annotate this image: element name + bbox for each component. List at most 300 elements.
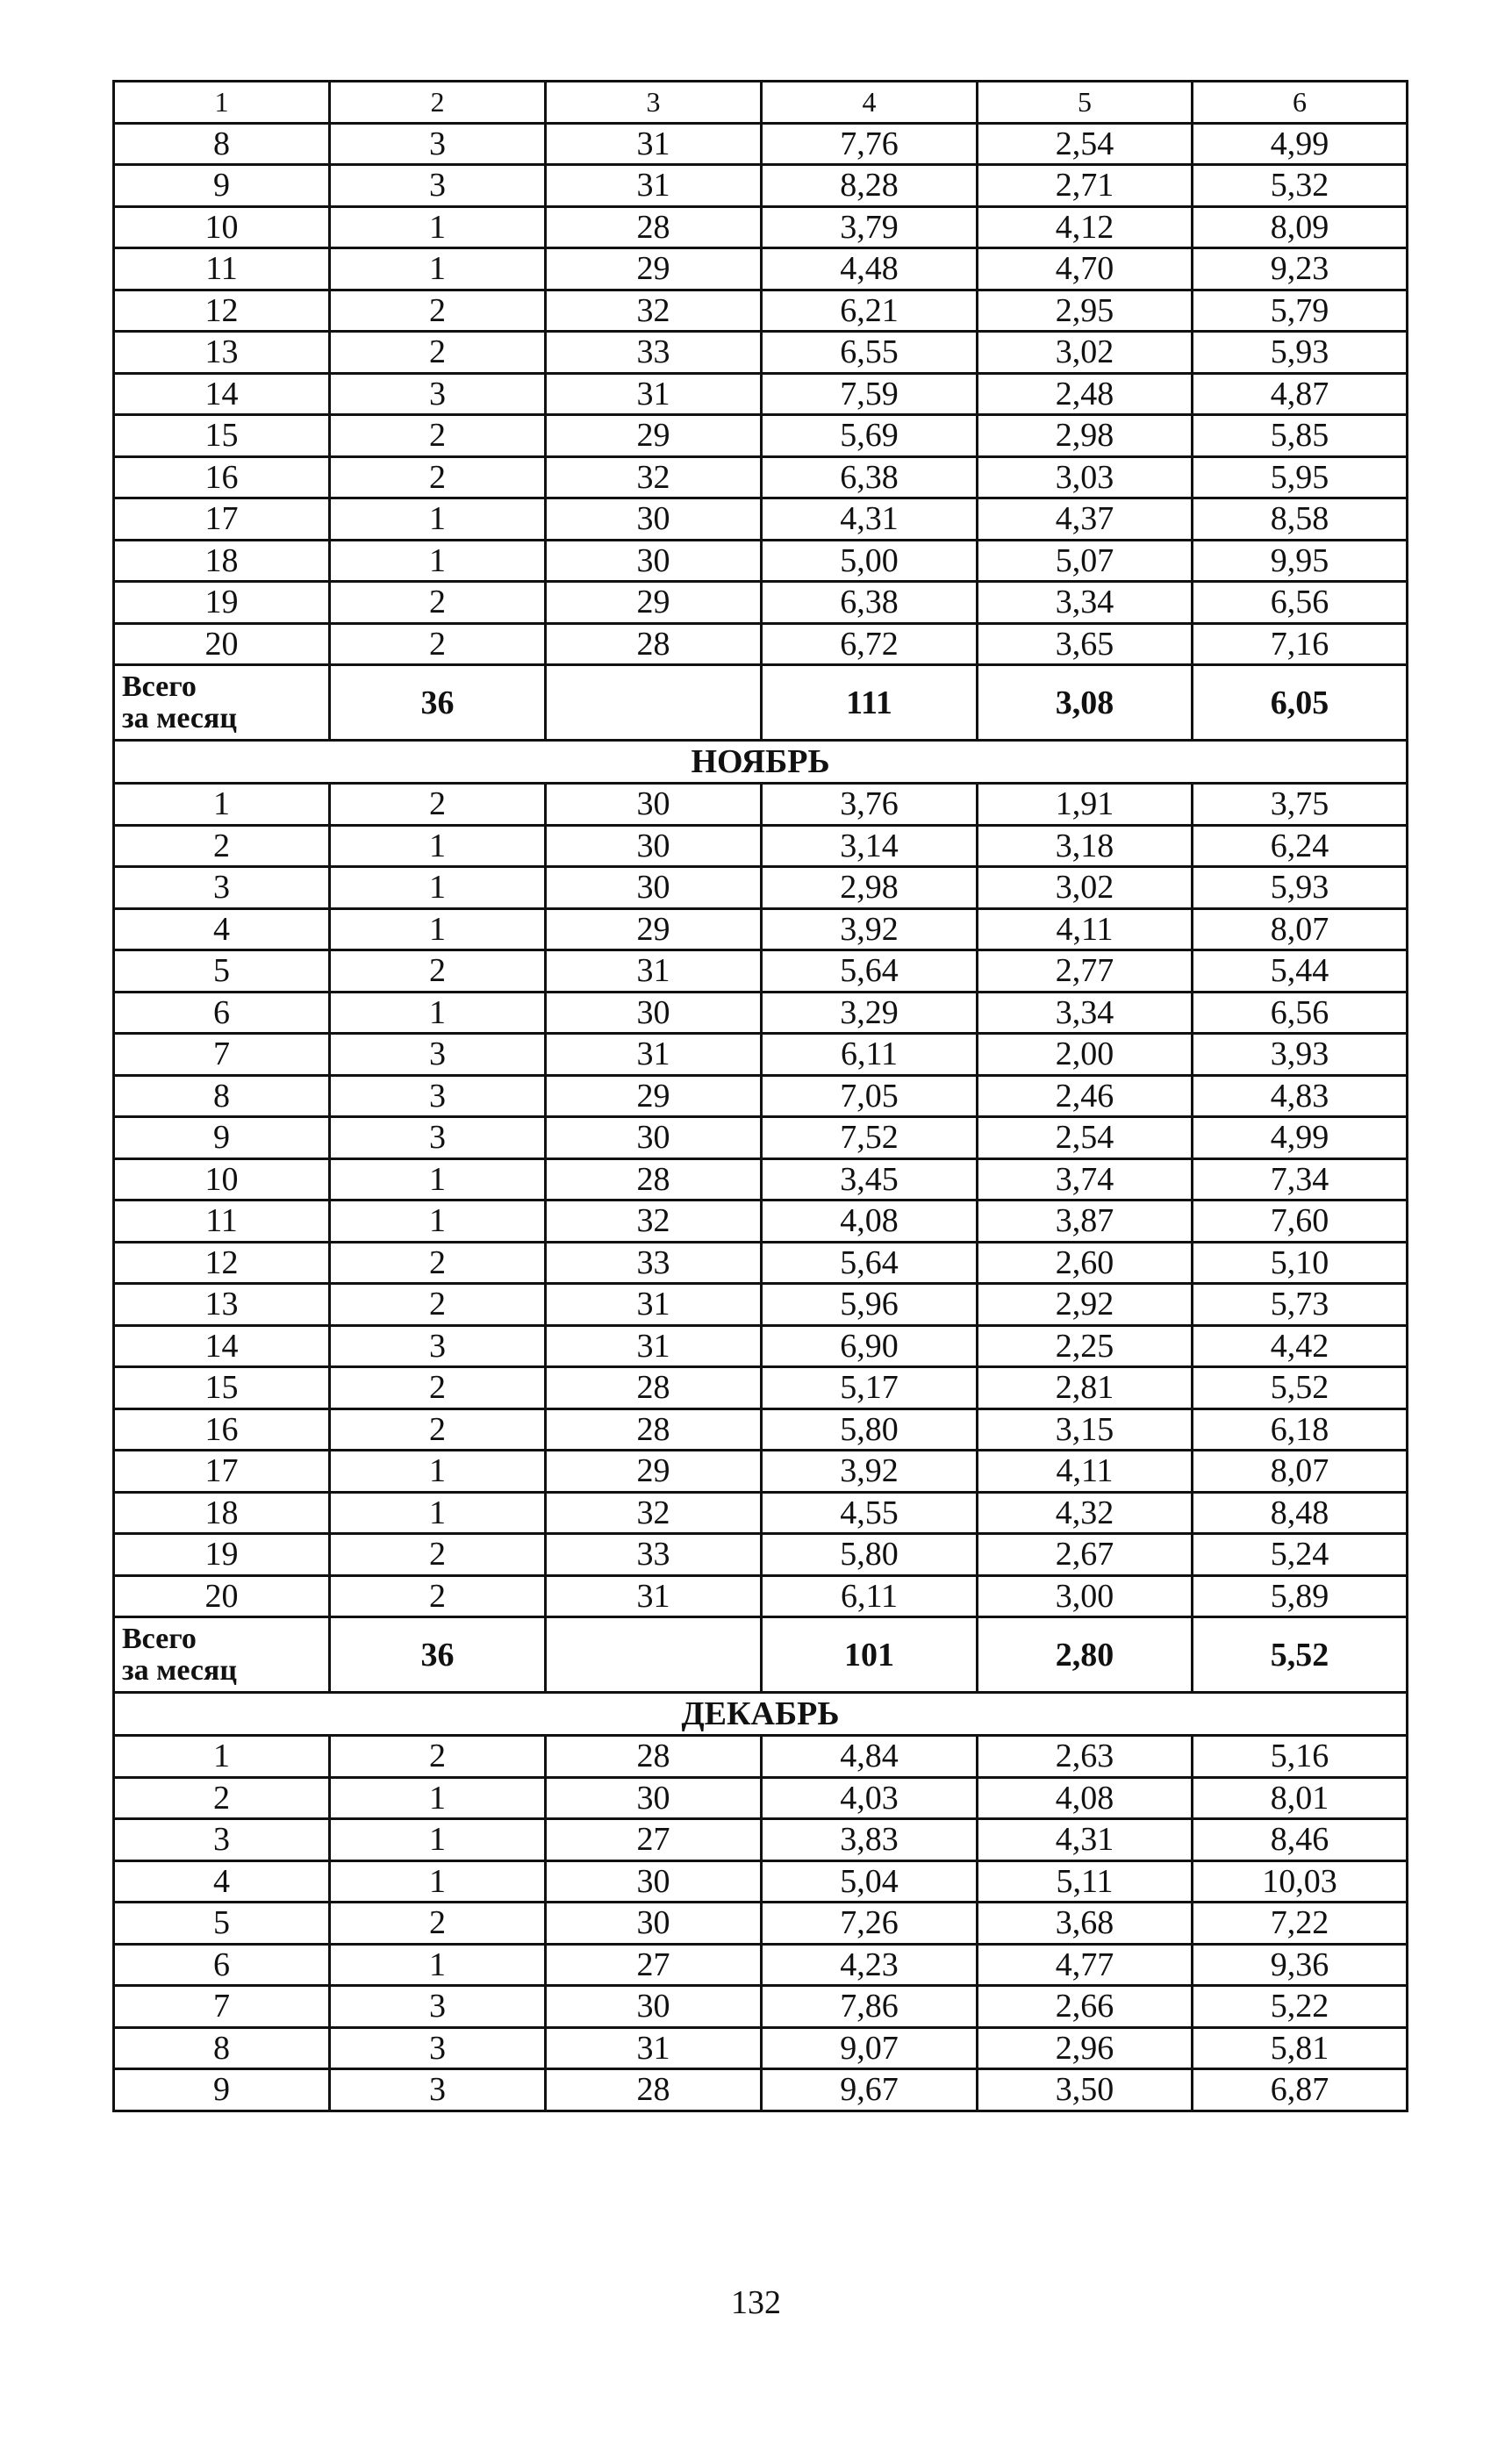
table-cell: 28 — [546, 1736, 762, 1778]
table-cell: 1 — [330, 498, 546, 541]
table-cell: 8,01 — [1193, 1777, 1408, 1819]
table-cell: 4,11 — [978, 1451, 1193, 1493]
table-cell: 1 — [330, 1492, 546, 1534]
table-cell: 3 — [330, 1075, 546, 1117]
table-cell: 12 — [114, 290, 330, 332]
table-cell: 3 — [330, 1117, 546, 1159]
table-cell: 30 — [546, 1117, 762, 1159]
table-row — [114, 1200, 1408, 1243]
table-cell: 28 — [546, 623, 762, 665]
table-cell: 2 — [330, 1242, 546, 1284]
table-cell: 1 — [330, 1451, 546, 1493]
table-cell: 16 — [114, 1408, 330, 1451]
table-cell: 1 — [330, 825, 546, 867]
page-number: 132 — [731, 2284, 781, 2321]
table-cell: 9,07 — [762, 2027, 978, 2069]
table-cell: 32 — [546, 290, 762, 332]
table-cell: 8 — [114, 2027, 330, 2069]
table-cell: 2 — [330, 623, 546, 665]
table-cell: 10 — [114, 1158, 330, 1200]
table-cell: 5,64 — [762, 950, 978, 993]
table-cell: 9 — [114, 2069, 330, 2111]
table-cell: 5,22 — [1193, 1986, 1408, 2028]
table-cell: 5,93 — [1193, 867, 1408, 909]
table-cell: 29 — [546, 415, 762, 457]
table-cell: 33 — [546, 1242, 762, 1284]
table-cell: 15 — [114, 1367, 330, 1409]
month-title: НОЯБРЬ — [114, 741, 1408, 784]
table-cell: 3,93 — [1193, 1034, 1408, 1076]
table-cell: 31 — [546, 373, 762, 415]
table-cell: 5,32 — [1193, 165, 1408, 207]
table-cell: 5,96 — [762, 1284, 978, 1326]
month-section-row — [114, 1693, 1408, 1736]
table-cell: 8,58 — [1193, 498, 1408, 541]
data-table — [112, 80, 1408, 2112]
table-row — [114, 1575, 1408, 1617]
table-cell: 3 — [330, 123, 546, 165]
table-row — [114, 1325, 1408, 1367]
table-cell: 2,54 — [978, 123, 1193, 165]
table-cell: 3,74 — [978, 1158, 1193, 1200]
table-cell: 6,56 — [1193, 992, 1408, 1034]
table-row — [114, 498, 1408, 541]
table-cell: 6,11 — [762, 1034, 978, 1076]
table-cell: 29 — [546, 908, 762, 950]
table-cell: 2,63 — [978, 1736, 1193, 1778]
table-cell: 33 — [546, 1534, 762, 1576]
table-cell: 7,34 — [1193, 1158, 1408, 1200]
table-cell: 4,99 — [1193, 123, 1408, 165]
table-row — [114, 1367, 1408, 1409]
table-cell: 4,08 — [978, 1777, 1193, 1819]
table-cell: 29 — [546, 248, 762, 290]
table-cell: 20 — [114, 623, 330, 665]
table-cell: 3 — [330, 2027, 546, 2069]
table-cell: 19 — [114, 582, 330, 624]
table-cell: 4,31 — [762, 498, 978, 541]
table-cell: 2 — [330, 1534, 546, 1576]
table-cell: 3,79 — [762, 206, 978, 248]
table-cell: 3 — [330, 1034, 546, 1076]
table-cell: 3,34 — [978, 582, 1193, 624]
table-cell: 5,80 — [762, 1534, 978, 1576]
table-cell: 1 — [330, 1777, 546, 1819]
table-cell: 9 — [114, 165, 330, 207]
table-cell: 5,16 — [1193, 1736, 1408, 1778]
table-cell: 4,48 — [762, 248, 978, 290]
table-cell: 8,07 — [1193, 908, 1408, 950]
table-cell: 2 — [330, 1284, 546, 1326]
table-cell: 8,07 — [1193, 1451, 1408, 1493]
table-cell: 3,02 — [978, 867, 1193, 909]
table-cell: 6 — [114, 992, 330, 1034]
table-cell: 2 — [330, 332, 546, 374]
table-cell: 6,21 — [762, 290, 978, 332]
table-cell: 2 — [114, 825, 330, 867]
table-cell: 3,03 — [978, 456, 1193, 498]
table-cell: 7,60 — [1193, 1200, 1408, 1243]
table-row — [114, 1158, 1408, 1200]
table-row — [114, 373, 1408, 415]
table-cell: 6,72 — [762, 623, 978, 665]
table-cell: 4,03 — [762, 1777, 978, 1819]
table-cell: 1 — [330, 1860, 546, 1903]
table-cell: 2,54 — [978, 1117, 1193, 1159]
table-row — [114, 1736, 1408, 1778]
table-cell: 5 — [978, 82, 1193, 124]
table-cell: 3,45 — [762, 1158, 978, 1200]
table-cell: 31 — [546, 950, 762, 993]
table-cell: 31 — [546, 1575, 762, 1617]
table-row — [114, 992, 1408, 1034]
table-cell: 4,70 — [978, 248, 1193, 290]
table-cell: 3,83 — [762, 1819, 978, 1861]
table-cell: 7,86 — [762, 1986, 978, 2028]
total-label — [114, 665, 330, 741]
table-cell: 7,16 — [1193, 623, 1408, 665]
table-cell: 3 — [330, 2069, 546, 2111]
table-cell: 2,77 — [978, 950, 1193, 993]
total-cell: 36 — [330, 665, 546, 741]
table-cell: 9 — [114, 1117, 330, 1159]
table-cell: 32 — [546, 456, 762, 498]
table-cell: 13 — [114, 1284, 330, 1326]
table-row — [114, 456, 1408, 498]
table-cell: 1 — [330, 1158, 546, 1200]
table-cell: 32 — [546, 1492, 762, 1534]
table-cell: 4,32 — [978, 1492, 1193, 1534]
table-cell: 4,55 — [762, 1492, 978, 1534]
table-cell: 3 — [546, 82, 762, 124]
table-cell: 31 — [546, 1284, 762, 1326]
table-cell: 30 — [546, 1860, 762, 1903]
table-cell: 5,79 — [1193, 290, 1408, 332]
table-cell: 31 — [546, 2027, 762, 2069]
table-cell: 33 — [546, 332, 762, 374]
table-cell: 2 — [330, 784, 546, 826]
table-cell: 1 — [330, 992, 546, 1034]
table-cell: 5,64 — [762, 1242, 978, 1284]
table-cell: 31 — [546, 123, 762, 165]
table-cell: 6,90 — [762, 1325, 978, 1367]
table-cell: 5,44 — [1193, 950, 1408, 993]
table-cell: 2 — [330, 1736, 546, 1778]
table-cell: 1 — [330, 908, 546, 950]
table-cell: 1,91 — [978, 784, 1193, 826]
table-cell: 28 — [546, 2069, 762, 2111]
table-cell: 31 — [546, 165, 762, 207]
table-cell: 5 — [114, 950, 330, 993]
table-cell: 1 — [330, 1944, 546, 1986]
table-cell: 4,31 — [978, 1819, 1193, 1861]
table-cell: 30 — [546, 825, 762, 867]
table-cell: 4,42 — [1193, 1325, 1408, 1367]
table-row — [114, 1451, 1408, 1493]
table-cell: 30 — [546, 1903, 762, 1945]
table-cell: 3,50 — [978, 2069, 1193, 2111]
table-cell: 6,55 — [762, 332, 978, 374]
table-row — [114, 950, 1408, 993]
table-cell: 32 — [546, 1200, 762, 1243]
table-cell: 28 — [546, 1367, 762, 1409]
table-cell: 2,71 — [978, 165, 1193, 207]
table-cell: 29 — [546, 1451, 762, 1493]
table-row — [114, 1903, 1408, 1945]
table-cell: 12 — [114, 1242, 330, 1284]
table-cell: 3 — [330, 1325, 546, 1367]
table-cell: 5,80 — [762, 1408, 978, 1451]
table-cell: 30 — [546, 784, 762, 826]
month-section-row — [114, 741, 1408, 784]
table-cell: 17 — [114, 1451, 330, 1493]
table-cell: 2 — [330, 1903, 546, 1945]
total-label — [114, 1617, 330, 1693]
table-cell: 30 — [546, 867, 762, 909]
table-cell: 18 — [114, 1492, 330, 1534]
table-cell: 6 — [114, 1944, 330, 1986]
table-cell: 31 — [546, 1325, 762, 1367]
table-row — [114, 1944, 1408, 1986]
table-cell: 10,03 — [1193, 1860, 1408, 1903]
table-cell: 5,11 — [978, 1860, 1193, 1903]
table-cell: 3,75 — [1193, 784, 1408, 826]
table-cell: 4,83 — [1193, 1075, 1408, 1117]
table-row — [114, 1860, 1408, 1903]
table-cell: 2 — [330, 456, 546, 498]
table-cell: 14 — [114, 1325, 330, 1367]
table-cell: 2 — [330, 950, 546, 993]
total-label-line2: за месяц — [122, 701, 237, 735]
table-cell: 7,59 — [762, 373, 978, 415]
table-cell: 4,37 — [978, 498, 1193, 541]
table-cell: 1 — [330, 540, 546, 582]
table-cell: 7,26 — [762, 1903, 978, 1945]
table-cell: 5,89 — [1193, 1575, 1408, 1617]
total-row — [114, 665, 1408, 741]
table-cell: 3 — [330, 373, 546, 415]
table-row — [114, 165, 1408, 207]
table-cell: 6,38 — [762, 456, 978, 498]
table-cell: 3,68 — [978, 1903, 1193, 1945]
total-cell: 3,08 — [978, 665, 1193, 741]
table-cell: 5,81 — [1193, 2027, 1408, 2069]
table-cell: 2,25 — [978, 1325, 1193, 1367]
table-row — [114, 784, 1408, 826]
total-cell: 111 — [762, 665, 978, 741]
table-cell: 3 — [330, 1986, 546, 2028]
table-cell: 8 — [114, 1075, 330, 1117]
table-cell: 18 — [114, 540, 330, 582]
table-cell: 7,22 — [1193, 1903, 1408, 1945]
table-row — [114, 623, 1408, 665]
table-cell: 2,98 — [978, 415, 1193, 457]
table-cell: 10 — [114, 206, 330, 248]
table-cell: 30 — [546, 540, 762, 582]
table-row — [114, 1034, 1408, 1076]
table-row — [114, 908, 1408, 950]
table-cell: 3,76 — [762, 784, 978, 826]
table-row — [114, 415, 1408, 457]
total-label-line1: Всего — [122, 1622, 197, 1655]
table-cell: 11 — [114, 248, 330, 290]
table-cell: 1 — [330, 248, 546, 290]
table-cell: 30 — [546, 1777, 762, 1819]
table-row — [114, 1492, 1408, 1534]
total-cell: 6,05 — [1193, 665, 1408, 741]
table-cell: 14 — [114, 373, 330, 415]
table-cell: 3 — [114, 867, 330, 909]
table-row — [114, 1534, 1408, 1576]
table-cell: 6,56 — [1193, 582, 1408, 624]
table-cell: 3,15 — [978, 1408, 1193, 1451]
table-cell: 4,08 — [762, 1200, 978, 1243]
table-cell: 31 — [546, 1034, 762, 1076]
table-cell: 4 — [114, 1860, 330, 1903]
table-cell: 2 — [330, 82, 546, 124]
table-row — [114, 2069, 1408, 2111]
table-cell: 4,23 — [762, 1944, 978, 1986]
table-cell: 28 — [546, 1158, 762, 1200]
table-cell: 2,66 — [978, 1986, 1193, 2028]
table-row — [114, 1408, 1408, 1451]
table-cell: 9,95 — [1193, 540, 1408, 582]
table-cell: 6,87 — [1193, 2069, 1408, 2111]
table-cell: 3,14 — [762, 825, 978, 867]
table-cell: 2,48 — [978, 373, 1193, 415]
table-cell: 6,38 — [762, 582, 978, 624]
table-cell: 6,18 — [1193, 1408, 1408, 1451]
table-cell: 4,84 — [762, 1736, 978, 1778]
month-title: ДЕКАБРЬ — [114, 1693, 1408, 1736]
table-cell: 1 — [330, 867, 546, 909]
table-cell: 11 — [114, 1200, 330, 1243]
table-cell: 1 — [114, 82, 330, 124]
table-cell: 1 — [114, 784, 330, 826]
table-row — [114, 825, 1408, 867]
table-cell: 8,46 — [1193, 1819, 1408, 1861]
table-cell: 3,00 — [978, 1575, 1193, 1617]
table-row — [114, 867, 1408, 909]
table-row — [114, 2027, 1408, 2069]
table-cell: 4,11 — [978, 908, 1193, 950]
total-label-line1: Всего — [122, 670, 197, 703]
total-cell: 5,52 — [1193, 1617, 1408, 1693]
table-cell: 3,65 — [978, 623, 1193, 665]
table-cell: 4,77 — [978, 1944, 1193, 1986]
table-cell: 2 — [330, 415, 546, 457]
table-cell: 1 — [330, 1819, 546, 1861]
table-cell: 16 — [114, 456, 330, 498]
table-cell: 6 — [1193, 82, 1408, 124]
table-cell: 2,98 — [762, 867, 978, 909]
table-cell: 7 — [114, 1034, 330, 1076]
table-cell: 4 — [114, 908, 330, 950]
table-cell: 5,07 — [978, 540, 1193, 582]
table-cell: 27 — [546, 1944, 762, 1986]
table-cell: 5,04 — [762, 1860, 978, 1903]
table-cell: 9,67 — [762, 2069, 978, 2111]
table-cell: 3 — [114, 1819, 330, 1861]
table-cell: 13 — [114, 332, 330, 374]
table-cell: 3,34 — [978, 992, 1193, 1034]
table-cell: 1 — [330, 206, 546, 248]
table-cell: 6,11 — [762, 1575, 978, 1617]
table-row — [114, 1777, 1408, 1819]
table-cell: 5,69 — [762, 415, 978, 457]
table-cell: 5,52 — [1193, 1367, 1408, 1409]
total-label-line2: за месяц — [122, 1653, 237, 1687]
table-cell: 3,92 — [762, 908, 978, 950]
table-row — [114, 1242, 1408, 1284]
table-cell: 3,18 — [978, 825, 1193, 867]
table-cell: 5,24 — [1193, 1534, 1408, 1576]
table-cell: 2,46 — [978, 1075, 1193, 1117]
total-row — [114, 1617, 1408, 1693]
total-cell: 2,80 — [978, 1617, 1193, 1693]
table-cell: 20 — [114, 1575, 330, 1617]
table-cell: 4,99 — [1193, 1117, 1408, 1159]
table-cell: 2,00 — [978, 1034, 1193, 1076]
table-cell: 7,76 — [762, 123, 978, 165]
table-row — [114, 1284, 1408, 1326]
table-cell: 5,00 — [762, 540, 978, 582]
table-cell: 5,73 — [1193, 1284, 1408, 1326]
total-cell — [546, 1617, 762, 1693]
table-cell: 5,95 — [1193, 456, 1408, 498]
table-cell: 2,60 — [978, 1242, 1193, 1284]
table-cell: 29 — [546, 582, 762, 624]
table-cell: 8,09 — [1193, 206, 1408, 248]
table-cell: 2,81 — [978, 1367, 1193, 1409]
table-cell: 27 — [546, 1819, 762, 1861]
table-cell: 29 — [546, 1075, 762, 1117]
table-cell: 2 — [330, 1408, 546, 1451]
table-row — [114, 540, 1408, 582]
data-table-body — [114, 82, 1408, 2111]
table-cell: 3,29 — [762, 992, 978, 1034]
table-cell: 5,17 — [762, 1367, 978, 1409]
table-cell: 7,52 — [762, 1117, 978, 1159]
table-cell: 2 — [330, 290, 546, 332]
table-cell: 4 — [762, 82, 978, 124]
table-cell: 5 — [114, 1903, 330, 1945]
table-cell: 5,10 — [1193, 1242, 1408, 1284]
total-cell: 36 — [330, 1617, 546, 1693]
table-cell: 2 — [330, 582, 546, 624]
table-cell: 3,02 — [978, 332, 1193, 374]
table-cell: 7 — [114, 1986, 330, 2028]
table-row — [114, 1117, 1408, 1159]
table-cell: 3 — [330, 165, 546, 207]
table-cell: 28 — [546, 1408, 762, 1451]
table-row — [114, 248, 1408, 290]
table-cell: 1 — [114, 1736, 330, 1778]
total-cell — [546, 665, 762, 741]
table-row — [114, 1075, 1408, 1117]
table-cell: 7,05 — [762, 1075, 978, 1117]
table-cell: 9,23 — [1193, 248, 1408, 290]
table-cell: 30 — [546, 992, 762, 1034]
column-number-row — [114, 82, 1408, 124]
table-cell: 4,87 — [1193, 373, 1408, 415]
table-row — [114, 582, 1408, 624]
table-row — [114, 1986, 1408, 2028]
table-row — [114, 1819, 1408, 1861]
table-cell: 15 — [114, 415, 330, 457]
table-cell: 1 — [330, 1200, 546, 1243]
table-row — [114, 123, 1408, 165]
